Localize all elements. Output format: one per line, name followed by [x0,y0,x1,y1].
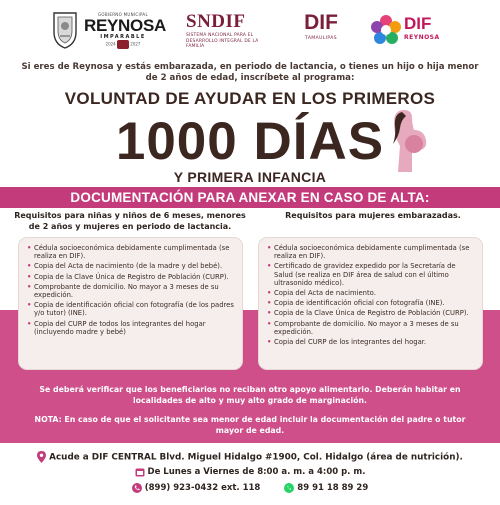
program-title-main: 1000 DÍAS [115,112,385,171]
list-item: • Copia de identificación oficial con fotografía (INE). [267,299,474,307]
documentation-band: DOCUMENTACIÓN PARA ANEXAR EN CASO DE ALTA: [0,187,500,208]
whatsapp-number[interactable]: 89 91 18 89 29 [297,483,369,493]
list-item: • Copia de la Clave Única de Registro de Población (CURP). [267,309,474,317]
list-item: • Copia del Acta de nacimiento (de la madre y del bebé). [27,262,234,270]
list-item: • Copia del CURP de todos los integrantes del hogar (incluyendo madre y bebé) [27,320,234,336]
right-requirements-card [258,237,483,370]
sndif-logo-word: SNDIF [186,11,246,32]
list-item: • Cédula socioeconómica debidamente cumplimentada (se realiza en DIF). [267,244,474,260]
reynosa-logo-years [84,40,162,49]
whatsapp-icon [284,483,294,493]
pregnant-woman-icon [384,106,434,174]
list-item: • Copia de identificación oficial con fotografía (de los padres y/o tutor) (INE). [27,301,234,317]
sndif-logo [186,12,276,52]
reynosa-logo-top: GOBIERNO MUNICIPAL [98,12,148,17]
address-text: Acude a DIF CENTRAL Blvd. Miguel Hidalgo #1900, Col. Hidalgo (área de nutrición). [49,452,463,463]
sndif-logo-sub: SISTEMA NACIONAL PARA EL DESARROLLO INTEGRAL DE LA FAMILIA [186,33,259,49]
location-pin-icon [37,451,46,463]
phone-icon [132,483,142,493]
reynosa-crest-icon [117,40,129,49]
contact-footer [0,445,500,505]
phone-number[interactable]: (899) 923-0432 ext. 118 [144,483,261,493]
dif-tamaulipas-sub: TAMAULIPAS [305,36,337,41]
logos-row [0,0,500,60]
dif-reynosa-logo [370,14,456,48]
reynosa-logo-sub: IMPARABLE [100,34,146,40]
program-title-line3: Y PRIMERA INFANCIA [173,169,327,185]
flower-icon [370,14,402,46]
left-column-heading: Requisitos para niñas y niños de 6 meses, menores de 2 años y mujeres en periodo de lactancia. [14,211,246,231]
reynosa-logo [84,12,166,50]
left-requirements-card [18,237,243,370]
list-item: • Cédula socioeconómica debidamente cumplimentada (se realiza en DIF). [27,244,234,260]
dif-reynosa-sub: REYNOSA [404,34,440,41]
intro-text: Si eres de Reynosa y estás embarazada, en periodo de lactancia, o tienes un hijo o hija menor de 2 años de edad, inscríbete al programa: [21,62,479,83]
reynosa-year-end: 2027 [130,41,141,47]
list-item: • Copia de la Clave Única de Registro de Población (CURP). [27,273,234,281]
right-requirements-list [267,244,474,346]
minor-note: NOTA: En caso de que el solicitante sea menor de edad incluir la documentación del padre o tutor mayor de edad. [34,415,466,435]
dif-reynosa-word: DIF [404,14,432,33]
list-item: • Certificado de gravidez expedido por la Secretaría de Salud (se realiza en DIF área de salud con el último ultrasonido médico). [267,262,474,287]
reynosa-year-start: 2024 [105,41,116,47]
reynosa-logo-word: REYNOSA [84,16,166,35]
program-title-line1: VOLUNTAD DE AYUDAR EN LOS PRIMEROS [64,89,436,108]
calendar-icon [135,467,145,477]
verification-note: Se deberá verificar que los beneficiarios no reciban otro apoyo alimentario. Deberán habitar en localidades de alto y muy alto grado de marginación. [39,385,461,405]
phone-row [0,482,500,494]
dif-tamaulipas-logo [296,10,346,54]
list-item: • Copia del CURP de los integrantes del hogar. [267,338,474,346]
tamaulipas-seal-icon [50,10,80,50]
hours-text: De Lunes a Viernes de 8:00 a. m. a 4:00 p. m. [147,467,366,477]
list-item: • Copia del Acta de nacimiento. [267,289,474,297]
address-row [0,451,500,464]
list-item: • Comprobante de domicilio. No mayor a 3 meses de su expedición. [267,320,474,336]
hours-row [0,466,500,478]
list-item: • Comprobante de domicilio. No mayor a 3 meses de su expedición. [27,283,234,299]
left-requirements-list [27,244,234,336]
right-column-heading: Requisitos para mujeres embarazadas. [285,211,461,220]
dif-tamaulipas-word: DIF [304,11,338,34]
